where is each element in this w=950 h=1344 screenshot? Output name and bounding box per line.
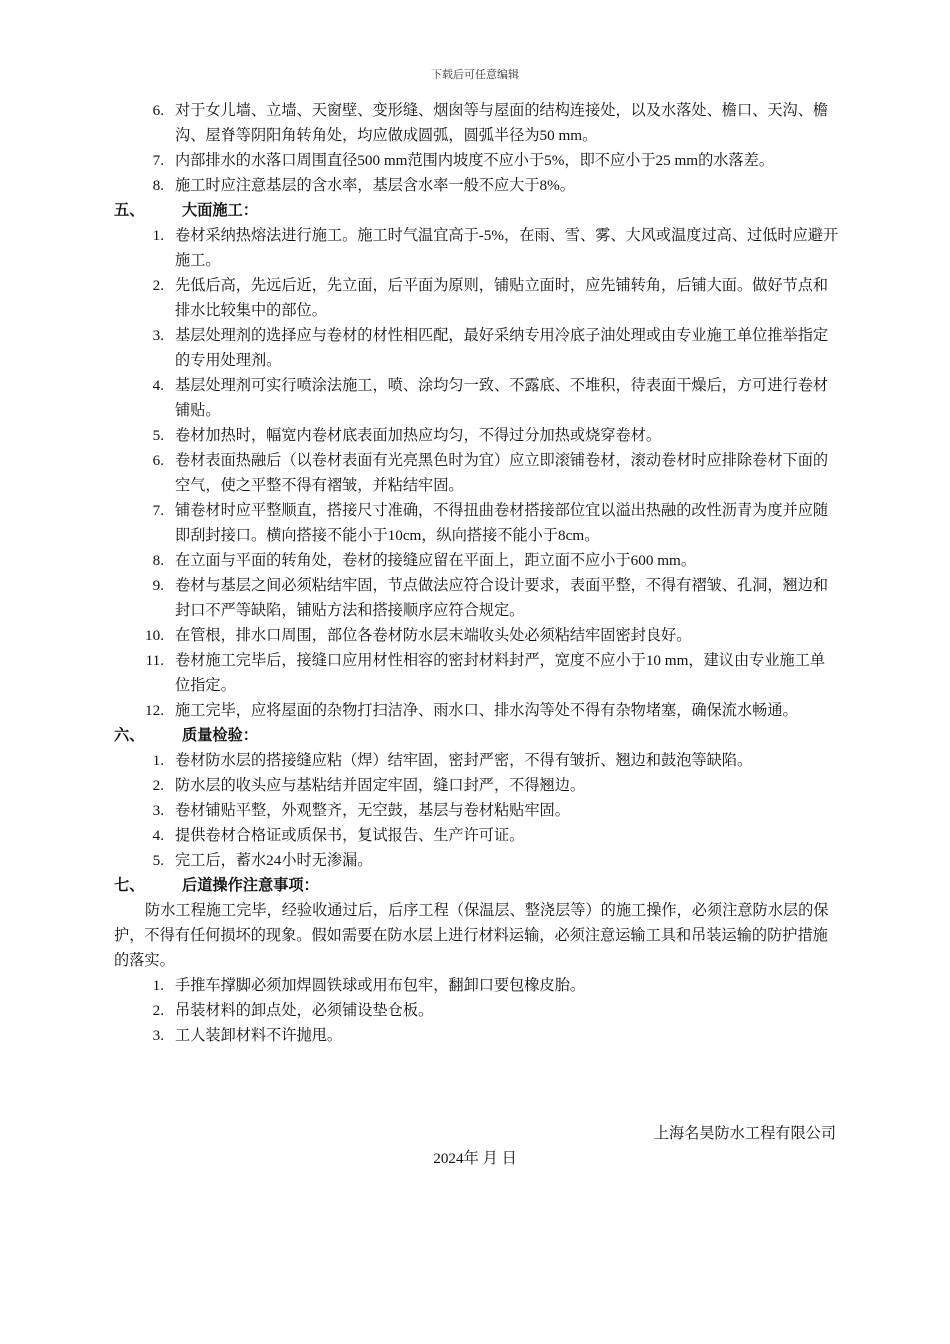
list-item-text: 基层处理剂的选择应与卷材的材性相匹配，最好采纳专用冷底子油处理或由专业施工单位推举指定的专用处理剂。 xyxy=(175,327,829,369)
list-item-text: 施工完毕，应将屋面的杂物打扫洁净、雨水口、排水沟等处不得有杂物堵塞，确保流水畅通。 xyxy=(175,702,798,719)
list-item-number: 4. xyxy=(152,377,164,394)
list-item-text: 防水层的收头应与基粘结并固定牢固，缝口封严，不得翘边。 xyxy=(175,777,586,794)
list-item-number: 3. xyxy=(152,1027,164,1044)
list-item-text: 卷材采纳热熔法进行施工。施工时气温宜高于-5%，在雨、雪、雾、大风或温度过高、过低时应避开施工。 xyxy=(175,227,839,269)
section-heading xyxy=(114,198,839,223)
list-item xyxy=(114,423,839,448)
list-item xyxy=(114,748,839,773)
list-item xyxy=(114,498,839,548)
list-item-number: 12. xyxy=(145,702,164,719)
page-header: 下载后可任意编辑 xyxy=(431,69,519,81)
document-body xyxy=(114,98,839,1048)
list-item-number: 10. xyxy=(145,627,164,644)
list-item-number: 8. xyxy=(152,177,164,194)
list-item-number: 7. xyxy=(152,502,164,519)
section-heading xyxy=(114,723,839,748)
list-item xyxy=(114,223,839,273)
list-item xyxy=(114,273,839,323)
list-item-text: 卷材施工完毕后，接缝口应用材性相容的密封材料封严，宽度不应小于10 mm，建议由专业施工单位指定。 xyxy=(175,652,826,694)
list-item xyxy=(114,973,839,998)
list-item-text: 卷材与基层之间必须粘结牢固，节点做法应符合设计要求，表面平整，不得有褶皱、孔洞，翘边和封口不严等缺陷，铺贴方法和搭接顺序应符合规定。 xyxy=(175,577,829,619)
list-item xyxy=(114,1023,839,1048)
list-item-text: 施工时应注意基层的含水率，基层含水率一般不应大于8%。 xyxy=(175,177,575,194)
list-item xyxy=(114,773,839,798)
list-item-number: 3. xyxy=(152,327,164,344)
list-item-number: 2. xyxy=(152,277,164,294)
list-item-text: 卷材铺贴平整，外观整齐，无空鼓，基层与卷材粘贴牢固。 xyxy=(175,802,570,819)
list-item xyxy=(114,823,839,848)
list-item-text: 吊装材料的卸点处，必须铺设垫仓板。 xyxy=(175,1002,434,1019)
list-item xyxy=(114,548,839,573)
list-item xyxy=(114,373,839,423)
section-number: 七、 xyxy=(114,877,145,894)
list-item-text: 基层处理剂可实行喷涂法施工，喷、涂均匀一致、不露底、不堆积，待表面干燥后，方可进行卷材铺贴。 xyxy=(175,377,829,419)
list-item-text: 在管根，排水口周围，部位各卷材防水层末端收头处必须粘结牢固密封良好。 xyxy=(175,627,692,644)
list-item-number: 3. xyxy=(152,802,164,819)
document-date: 2024年 月 日 xyxy=(433,1150,517,1167)
list-item-text: 卷材防水层的搭接缝应粘（焊）结牢固，密封严密，不得有皱折、翘边和鼓泡等缺陷。 xyxy=(175,752,753,769)
list-item-number: 7. xyxy=(152,152,164,169)
section-title: 大面施工： xyxy=(182,202,258,219)
list-item-text: 工人装卸材料不许抛甩。 xyxy=(175,1027,343,1044)
list-item-text: 手推车撑脚必须加焊圆铁球或用布包牢，翻卸口要包橡皮胎。 xyxy=(175,977,586,994)
list-item-text: 完工后，蓄水24小时无渗漏。 xyxy=(175,852,373,869)
list-item xyxy=(114,848,839,873)
list-item xyxy=(114,98,839,148)
list-item-text: 在立面与平面的转角处，卷材的接缝应留在平面上，距立面不应小于600 mm。 xyxy=(175,552,697,569)
list-item xyxy=(114,173,839,198)
section-heading xyxy=(114,873,839,898)
list-item-number: 4. xyxy=(152,827,164,844)
list-item-text: 先低后高，先远后近，先立面，后平面为原则，铺贴立面时，应先铺转角，后铺大面。做好节点和排水比较集中的部位。 xyxy=(175,277,829,319)
section-title: 后道操作注意事项： xyxy=(182,877,319,894)
list-item-number: 11. xyxy=(145,652,164,669)
section-title: 质量检验： xyxy=(182,727,258,744)
list-item-number: 1. xyxy=(152,227,164,244)
list-item-number: 9. xyxy=(152,577,164,594)
list-item-number: 1. xyxy=(152,752,164,769)
section-number: 六、 xyxy=(114,727,145,744)
list-item-number: 2. xyxy=(152,1002,164,1019)
list-item xyxy=(114,323,839,373)
list-item-number: 1. xyxy=(152,977,164,994)
list-item-number: 5. xyxy=(152,852,164,869)
list-item xyxy=(114,798,839,823)
list-item xyxy=(114,623,839,648)
list-item xyxy=(114,698,839,723)
section-number: 五、 xyxy=(114,202,145,219)
list-item-text: 卷材表面热融后（以卷材表面有光亮黑色时为宜）应立即滚铺卷材，滚动卷材时应排除卷材下面的空气，使之平整不得有褶皱，并粘结牢固。 xyxy=(175,452,829,494)
list-item xyxy=(114,998,839,1023)
list-item xyxy=(114,573,839,623)
paragraph: 防水工程施工完毕，经验收通过后，后序工程（保温层、整浇层等）的施工操作，必须注意防水层的保护，不得有任何损坏的现象。假如需要在防水层上进行材料运输，必须注意运输工具和吊装运输的防护措施的落实。 xyxy=(114,902,829,969)
list-item-number: 5. xyxy=(152,427,164,444)
list-item-text: 内部排水的水落口周围直径500 mm范围内坡度不应小于5%，即不应小于25 mm的水落差。 xyxy=(175,152,775,169)
list-item-number: 8. xyxy=(152,552,164,569)
list-item-text: 铺卷材时应平整顺直，搭接尺寸准确，不得扭曲卷材搭接部位宜以溢出热融的改性沥青为度并应随即刮封接口。横向搭接不能小于10cm，纵向搭接不能小于8cm。 xyxy=(175,502,829,544)
list-item-number: 6. xyxy=(152,102,164,119)
company-name: 上海名昊防水工程有限公司 xyxy=(653,1125,836,1142)
list-item-text: 对于女儿墙、立墙、天窗壁、变形缝、烟囱等与屋面的结构连接处，以及水落处、檐口、天沟、檐沟、屋脊等阴阳角转角处，均应做成圆弧，圆弧半径为50 mm。 xyxy=(175,102,829,144)
list-item xyxy=(114,648,839,698)
list-item-number: 2. xyxy=(152,777,164,794)
list-item xyxy=(114,448,839,498)
list-item-number: 6. xyxy=(152,452,164,469)
list-item-text: 卷材加热时，幅宽内卷材底表面加热应均匀，不得过分加热或烧穿卷材。 xyxy=(175,427,661,444)
list-item xyxy=(114,148,839,173)
list-item-text: 提供卷材合格证或质保书，复试报告、生产许可证。 xyxy=(175,827,525,844)
